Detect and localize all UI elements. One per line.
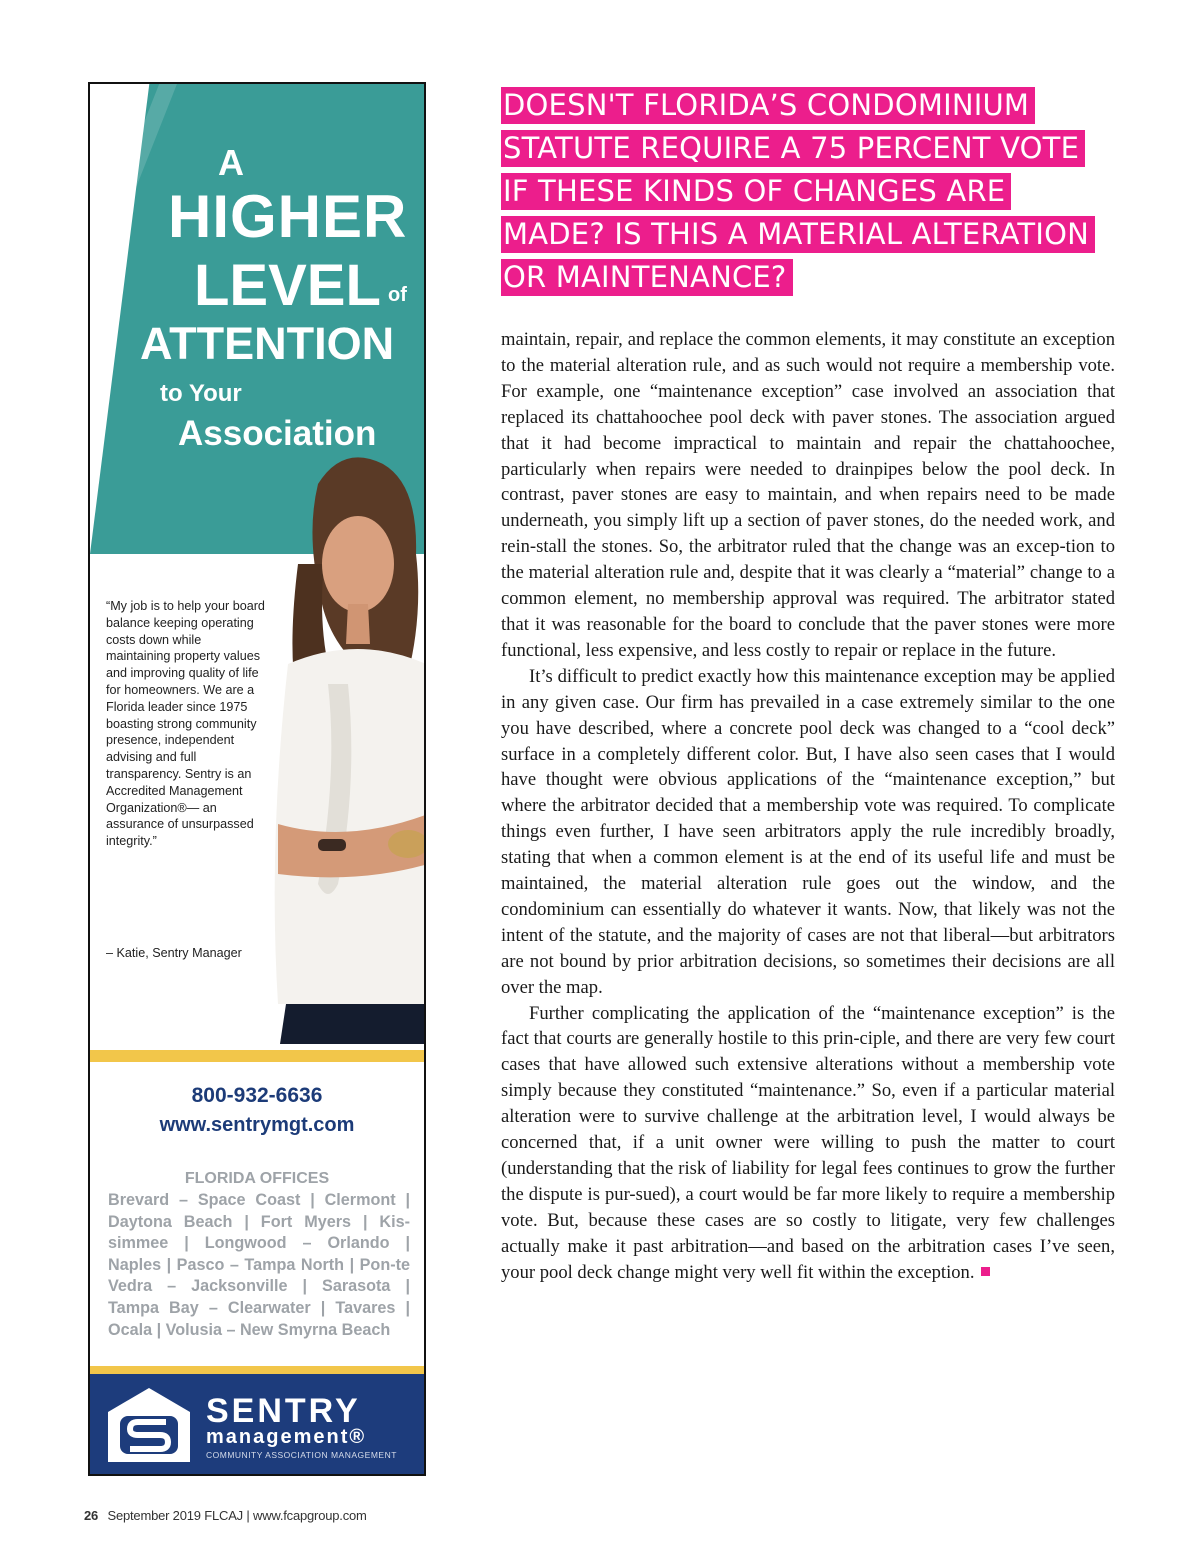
sentry-wordmark: SENTRY (206, 1392, 361, 1430)
ad-headline-to-your: to Your (160, 380, 242, 407)
article-paragraph-text: Further complicating the application of the “maintenance exception” is the fact that courts are generally hostile to this prin-ciple, and there are very few court cases that have allowed such extensive alterations without a membership vote simply because they constituted “maintenance.” So, even if a particular material alteration were to survive challenge at the arbitration level, I would always be concerned that, if a unit owner were willing to push the matter to court (understanding that the risk of liability for legal fees continues to grow the further the dispute is pur-sued), a court would be far more likely to require a membership vote. But, because these cases are so costly to litigate, very few challenges actually make it past arbitration—and based on the arbitration cases I’ve seen, your pool deck change might very well fit within the exception. (501, 1002, 1115, 1283)
headline-line: STATUTE REQUIRE A 75 PERCENT VOTE (501, 130, 1085, 167)
headline-line: OR MAINTENANCE? (501, 259, 793, 296)
ad-headline-association: Association (178, 414, 377, 453)
ad-headline-a: A (218, 142, 244, 183)
ad-logo-band (90, 1366, 424, 1476)
headline-line: IF THESE KINDS OF CHANGES ARE (501, 173, 1011, 210)
article-paragraph: maintain, repair, and replace the common elements, it may constitute an exception to the material alteration rule, and as such would not require a membership vote. For example, one “maintenance exception” case involved an association that replaced its chattahoochee pool deck with paver stones. The association argued that it had become impractical to maintain and repair the chattahoochee, particularly when repairs were needed to drainpipes below the pool deck. In contrast, paver stones are easy to maintain, and when repairs need to be made underneath, you simply lift up a section of paver stones, do the needed work, and rein-stall the stones. So, the arbitrator ruled that the change was an excep-tion to the material alteration rule and, despite that it was clearly a “material” change to a common element, no membership approval was required. The arbitrator stated that it was reasonable for the board to conclude that the paver stones were more functional, less expensive, and less costly to repair or replace in the future. (501, 329, 1115, 661)
ad-website-link[interactable]: www.sentrymgt.com (159, 1114, 355, 1136)
manager-portrait-image (258, 444, 426, 1044)
ad-headline-higher: HIGHER (168, 183, 408, 250)
ad-gold-divider (90, 1050, 424, 1062)
article-paragraph: It’s difficult to predict exactly how this maintenance exception may be applied in any given case. Our firm has prevailed in a case extremely similar to the one you have described, where a concrete pool deck was changed to a “cool deck” surface in a completely different color. But, I have also seen cases that I would have thought were obvious applications of the “maintenance exception,” but where the arbitrator decided that a membership vote was required. To complicate things even further, I have seen arbitrators apply the rule incredibly broadly, stating that when a common element is at the end of its useful life and must be maintained, the material alteration rule goes out the window, and the condominium can essentially do whatever it wants. Now, that likely was not the intent of the statute, and the majority of cases are not that liberal—but arbitrators are not bound by prior arbitration decisions, so sometimes their decisions are all over the map. (501, 665, 1115, 998)
ad-headline-attention: ATTENTION (140, 318, 395, 369)
ad-testimonial-quote: “My job is to help your board balance keeping operating costs down while maintaining property values and improving quality of life for homeowners. We are a Florida leader since 1975 boasting strong community presence, independent advising and full transparency. Sentry is an Accredited Management Organization®— an assurance of unsurpassed integrity.” (106, 599, 265, 849)
article-question-headline (501, 84, 1141, 299)
ad-phone-number[interactable]: 800-932-6636 (191, 1084, 323, 1107)
page-number: 26 (84, 1508, 99, 1523)
end-of-article-square-icon (981, 1267, 990, 1276)
ad-headline-of: of (388, 284, 407, 306)
management-wordmark: management® (206, 1426, 367, 1448)
article-paragraph-final (501, 1001, 1115, 1286)
article-body (501, 327, 1115, 1286)
ad-testimonial-attribution: – Katie, Sentry Manager (106, 946, 242, 960)
headline-line: MADE? IS THIS A MATERIAL ALTERATION (501, 216, 1095, 253)
footer-issue: September 2019 (107, 1508, 201, 1523)
page-footer (84, 1508, 367, 1523)
sentry-logo-icon (106, 1386, 192, 1464)
ad-offices-title: FLORIDA OFFICES (184, 1170, 330, 1187)
advertisement (88, 82, 426, 1476)
ad-headline-level: LEVEL (194, 253, 381, 318)
footer-website-link[interactable]: www.fcapgroup.com (253, 1508, 367, 1523)
headline-line: DOESN'T FLORIDA’S CONDOMINIUM (501, 87, 1035, 124)
logo-tagline: COMMUNITY ASSOCIATION MANAGEMENT (206, 1450, 397, 1460)
footer-publication: FLCAJ (204, 1508, 243, 1523)
ad-offices-list: Brevard – Space Coast | Clermont | Daytona Beach | Fort Myers | Kis-simmee | Longwood – Orlando | Naples | Pasco – Tampa North | Pon-te Vedra – Jacksonville | Sarasota | Tampa Bay – Clearwater | Tavares | Ocala | Volusia – New Smyrna Beach (108, 1191, 410, 1339)
footer-separator: | (246, 1508, 250, 1523)
